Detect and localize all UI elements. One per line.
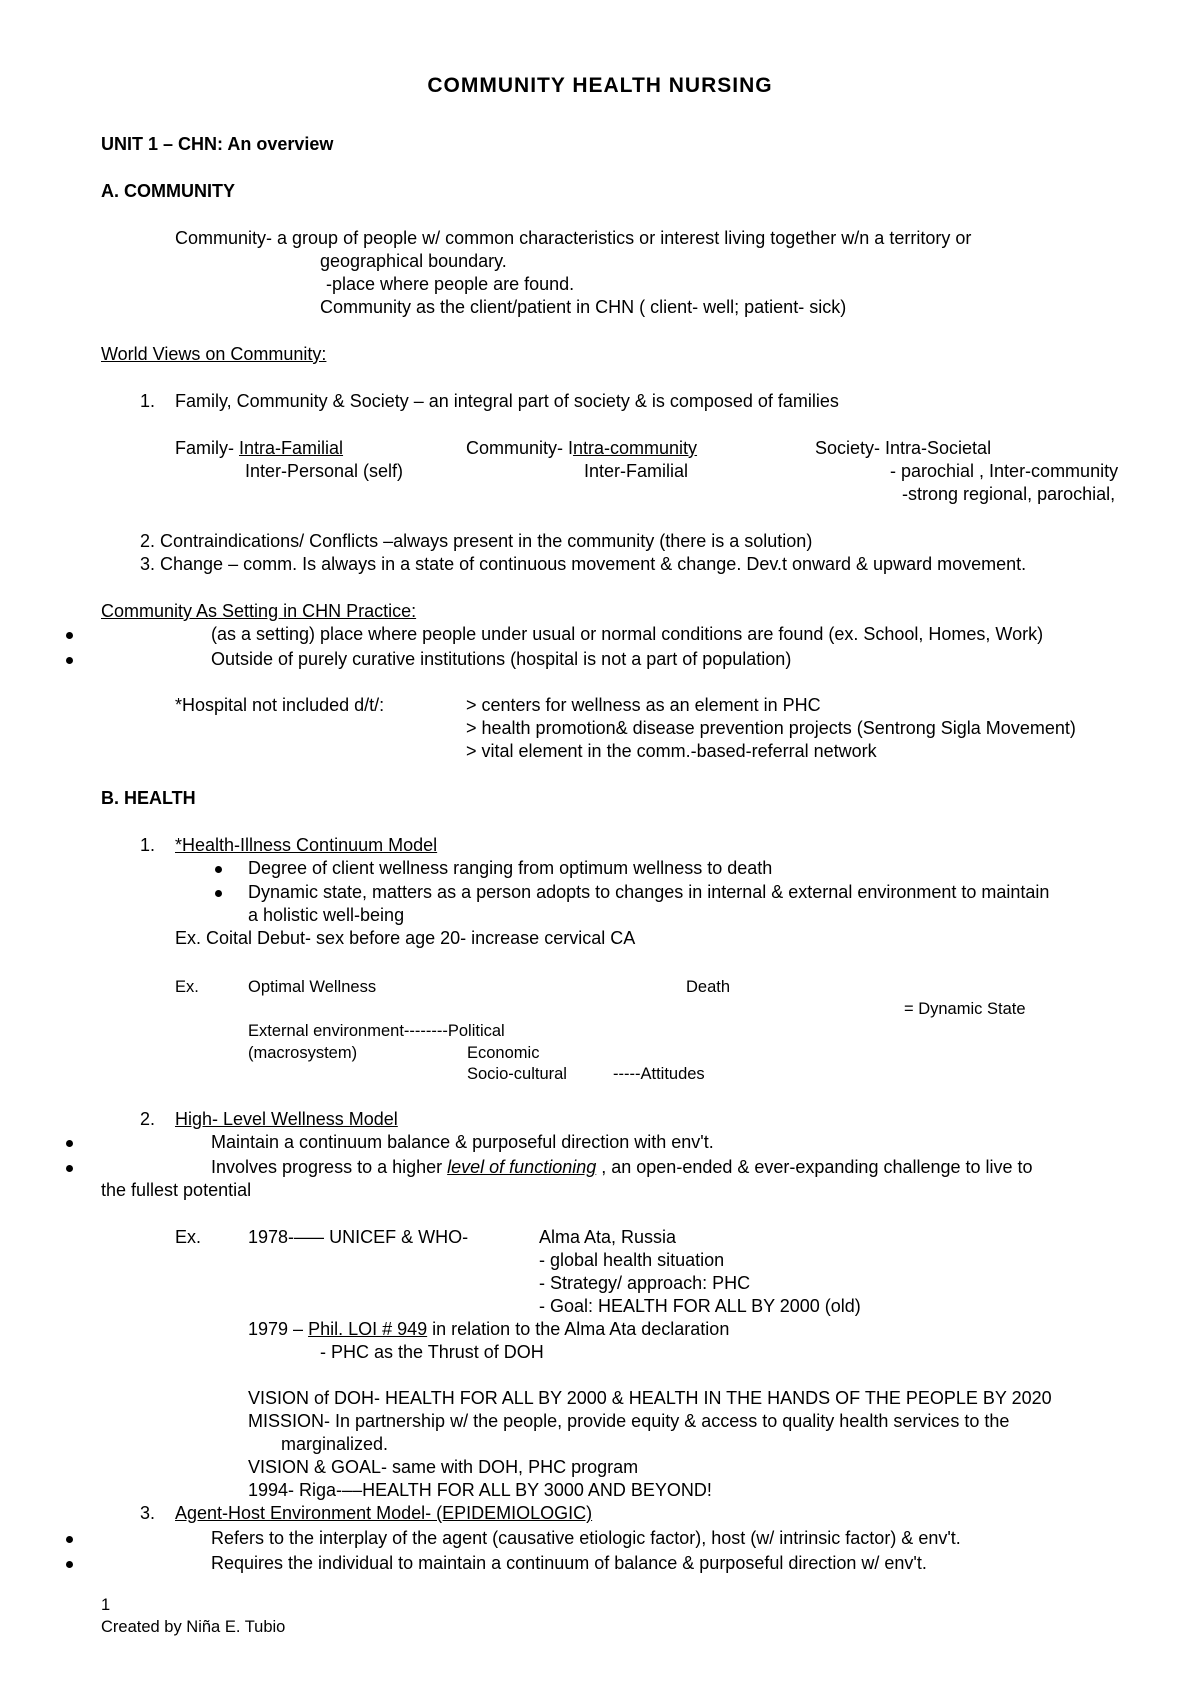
community-definition: Community- a group of people w/ common characteristics or interest living together w/n a territory or [175, 228, 972, 248]
world-view-3: 3. Change – comm. Is always in a state of continuous movement & change. Dev.t onward & upward movement. [140, 554, 1027, 574]
society-sub-2: -strong regional, parochial, [902, 484, 1116, 504]
community-label: Community- Intra-community [466, 438, 698, 458]
hospital-reason-1: > centers for wellness as an element in PHC [466, 695, 821, 715]
section-a-heading: A. COMMUNITY [101, 181, 235, 201]
society-sub-1: - parochial , Inter-community [890, 461, 1119, 481]
dynamic-state: = Dynamic State [904, 1000, 1026, 1018]
model-1-bullet-2-cont: a holistic well-being [248, 905, 405, 925]
bullet-icon [215, 866, 222, 873]
alma-ata-2: - Strategy/ approach: PHC [539, 1273, 751, 1293]
bullet-icon [215, 890, 222, 897]
community-sub: Inter-Familial [584, 461, 689, 481]
bullet-icon [66, 1561, 73, 1568]
page-number: 1 [101, 1596, 111, 1614]
community-client: Community as the client/patient in CHN ( client- well; patient- sick) [320, 297, 847, 317]
model-2-bullet-2-cont: the fullest potential [101, 1180, 252, 1200]
model-1-example-label: Ex. [175, 978, 199, 996]
hospital-reason-2: > health promotion& disease prevention projects (Sentrong Sigla Movement) [466, 718, 1076, 738]
model-2-example-label: Ex. [175, 1227, 202, 1247]
external-environment: External environment--------Political [248, 1022, 505, 1040]
model-3-title: Agent-Host Environment Model- (EPIDEMIOLOGIC) [175, 1503, 593, 1523]
doh-mission-cont: marginalized. [281, 1434, 389, 1454]
model-1-bullet-2: Dynamic state, matters as a person adopts to changes in internal & external environment to maintain [248, 882, 1050, 902]
bullet-icon [66, 657, 73, 664]
world-views-heading: World Views on Community: [101, 344, 327, 364]
world-view-2: 2. Contraindications/ Conflicts –always present in the community (there is a solution) [140, 531, 813, 551]
model-2-title: High- Level Wellness Model [175, 1109, 398, 1129]
hospital-reason-3: > vital element in the comm.-based-referral network [466, 741, 877, 761]
model-3-bullet-2: Requires the individual to maintain a continuum of balance & purposeful direction w/ env't. [211, 1553, 927, 1573]
family-sub: Inter-Personal (self) [245, 461, 404, 481]
bullet-icon [66, 632, 73, 639]
alma-ata: Alma Ata, Russia [539, 1227, 677, 1247]
socio-cultural: Socio-cultural [467, 1065, 567, 1083]
vision-goal: VISION & GOAL- same with DOH, PHC program [248, 1457, 639, 1477]
model-1-bullet-1: Degree of client wellness ranging from optimum wellness to death [248, 858, 773, 878]
community-definition-cont: geographical boundary. [320, 251, 507, 271]
setting-bullet-1: (as a setting) place where people under usual or normal conditions are found (ex. School, Homes, Work) [211, 624, 1044, 644]
doh-vision: VISION of DOH- HEALTH FOR ALL BY 2000 & HEALTH IN THE HANDS OF THE PEOPLE BY 2020 [248, 1388, 1052, 1408]
economic: Economic [467, 1044, 540, 1062]
setting-heading: Community As Setting in CHN Practice: [101, 601, 417, 621]
year-1979-sub: - PHC as the Thrust of DOH [320, 1342, 544, 1362]
unit-heading: UNIT 1 – CHN: An overview [101, 134, 334, 154]
section-b-heading: B. HEALTH [101, 788, 196, 808]
created-by: Created by Niña E. Tubio [101, 1618, 286, 1636]
bullet-icon [66, 1140, 73, 1147]
alma-ata-3: - Goal: HEALTH FOR ALL BY 2000 (old) [539, 1296, 861, 1316]
model-3-number: 3. [140, 1503, 156, 1523]
bullet-icon [66, 1536, 73, 1543]
year-1979: 1979 – Phil. LOI # 949 in relation to the Alma Ata declaration [248, 1319, 730, 1339]
model-1-number: 1. [140, 835, 156, 855]
world-view-1-text: Family, Community & Society – an integral part of society & is composed of families [175, 391, 839, 411]
year-1978: 1978-––– UNICEF & WHO- [248, 1227, 469, 1247]
society-label: Society- Intra-Societal [815, 438, 992, 458]
community-place: -place where people are found. [326, 274, 575, 294]
death-label: Death [686, 978, 731, 996]
macrosystem: (macrosystem) [248, 1044, 358, 1062]
model-2-bullet-2: Involves progress to a higher level of functioning , an open-ended & ever-expanding challenge to live to [211, 1157, 1033, 1177]
optimal-wellness: Optimal Wellness [248, 978, 377, 996]
alma-ata-1: - global health situation [539, 1250, 725, 1270]
model-2-number: 2. [140, 1109, 156, 1129]
page-title: COMMUNITY HEALTH NURSING [427, 74, 773, 97]
doh-mission: MISSION- In partnership w/ the people, provide equity & access to quality health services to the [248, 1411, 1010, 1431]
attitudes: -----Attitudes [613, 1065, 705, 1083]
setting-bullet-2: Outside of purely curative institutions (hospital is not a part of population) [211, 649, 792, 669]
bullet-icon [66, 1165, 73, 1172]
model-2-bullet-1: Maintain a continuum balance & purposeful direction with env't. [211, 1132, 714, 1152]
model-1-title: *Health-Illness Continuum Model [175, 835, 438, 855]
world-view-1-number: 1. [140, 391, 156, 411]
riga: 1994- Riga-––HEALTH FOR ALL BY 3000 AND BEYOND! [248, 1480, 712, 1500]
model-1-example: Ex. Coital Debut- sex before age 20- increase cervical CA [175, 928, 636, 948]
hospital-label: *Hospital not included d/t/: [175, 695, 385, 715]
family-label: Family- Intra-Familial [175, 438, 344, 458]
model-3-bullet-1: Refers to the interplay of the agent (causative etiologic factor), host (w/ intrinsic factor) & env't. [211, 1528, 961, 1548]
